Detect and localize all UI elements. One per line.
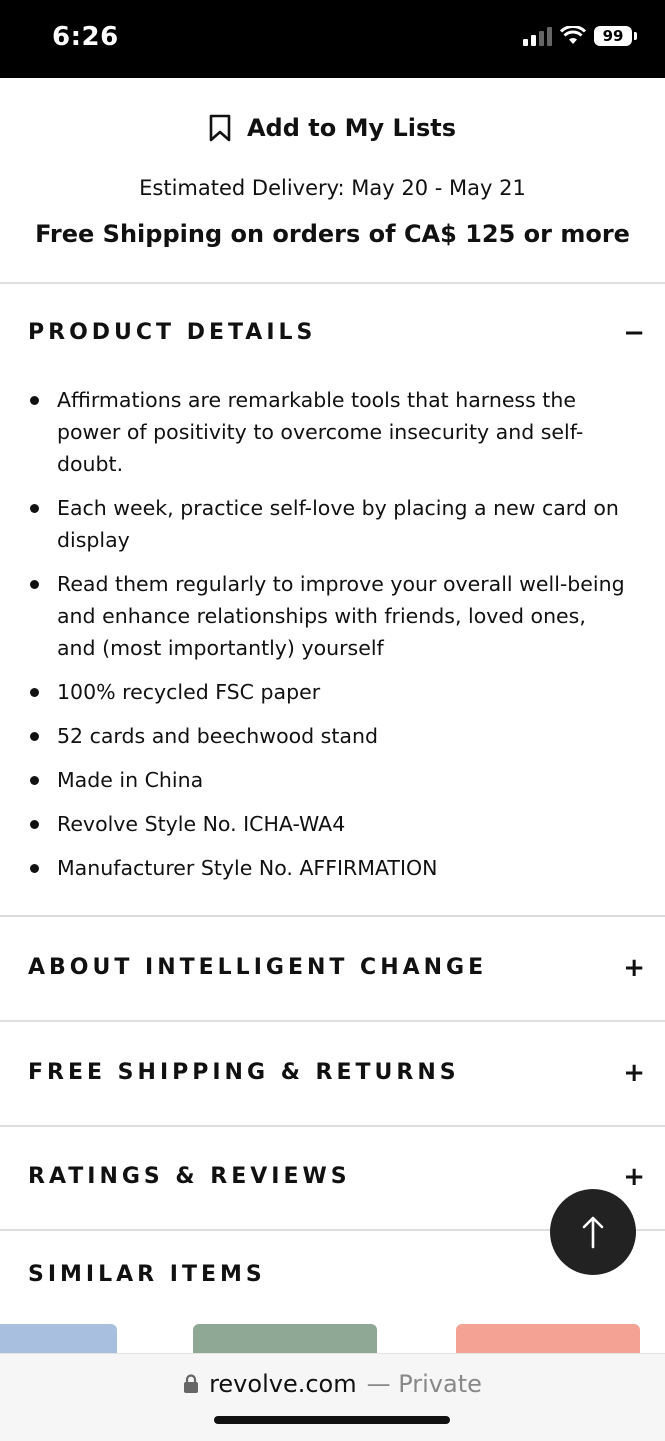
battery-level: 99 xyxy=(594,26,632,46)
add-to-lists-button[interactable] xyxy=(0,114,665,142)
browser-toolbar xyxy=(0,1353,665,1441)
scroll-to-top-button[interactable] xyxy=(550,1189,636,1275)
divider xyxy=(0,1125,665,1127)
list-item: Manufacturer Style No. AFFIRMATION xyxy=(0,852,665,884)
home-indicator xyxy=(214,1416,450,1424)
list-item: Each week, practice self-love by placing a new card on display xyxy=(0,492,665,556)
list-item: Revolve Style No. ICHA-WA4 xyxy=(0,808,665,840)
divider xyxy=(0,915,665,917)
estimated-delivery: Estimated Delivery: May 20 - May 21 xyxy=(139,176,526,200)
status-icons xyxy=(523,26,637,46)
arrow-up-icon xyxy=(581,1215,605,1249)
cellular-signal-icon xyxy=(523,26,552,46)
similar-items-carousel xyxy=(0,1322,665,1354)
battery-icon xyxy=(594,26,637,46)
similar-item-thumbnail[interactable] xyxy=(0,1324,117,1354)
collapse-icon[interactable]: − xyxy=(623,318,645,348)
list-item: Made in China xyxy=(0,764,665,796)
free-shipping-banner: Free Shipping on orders of CA$ 125 or more xyxy=(35,220,630,248)
expand-icon[interactable]: + xyxy=(623,1058,645,1088)
similar-items-title: SIMILAR ITEMS xyxy=(28,1262,266,1287)
purchase-info xyxy=(0,78,665,284)
divider xyxy=(0,1020,665,1022)
about-brand-title: ABOUT INTELLIGENT CHANGE xyxy=(28,955,488,980)
list-item: 52 cards and beechwood stand xyxy=(0,720,665,752)
lock-icon xyxy=(183,1374,199,1394)
similar-item-thumbnail[interactable] xyxy=(456,1324,640,1354)
expand-icon[interactable]: + xyxy=(623,1162,645,1192)
similar-item-thumbnail[interactable] xyxy=(193,1324,377,1354)
list-item: Read them regularly to improve your overall well-being and enhance relationships with friends, loved ones, and (most importantly) yourself xyxy=(0,568,665,664)
status-time: 6:26 xyxy=(52,22,119,52)
shipping-returns-title: FREE SHIPPING & RETURNS xyxy=(28,1060,460,1085)
status-bar xyxy=(0,0,665,78)
bookmark-icon xyxy=(209,114,231,142)
expand-icon[interactable]: + xyxy=(623,953,645,983)
add-to-lists-label: Add to My Lists xyxy=(246,114,457,142)
product-details-list xyxy=(0,384,665,896)
url-domain: revolve.com xyxy=(209,1370,357,1398)
wifi-icon xyxy=(560,26,586,46)
list-item: Affirmations are remarkable tools that harness the power of positivity to overcome insecurity and self-doubt. xyxy=(0,384,665,480)
ratings-reviews-title: RATINGS & REVIEWS xyxy=(28,1164,351,1189)
list-item: 100% recycled FSC paper xyxy=(0,676,665,708)
private-indicator: — Private xyxy=(366,1370,482,1398)
product-details-title: PRODUCT DETAILS xyxy=(28,320,317,345)
address-bar[interactable] xyxy=(0,1370,665,1398)
